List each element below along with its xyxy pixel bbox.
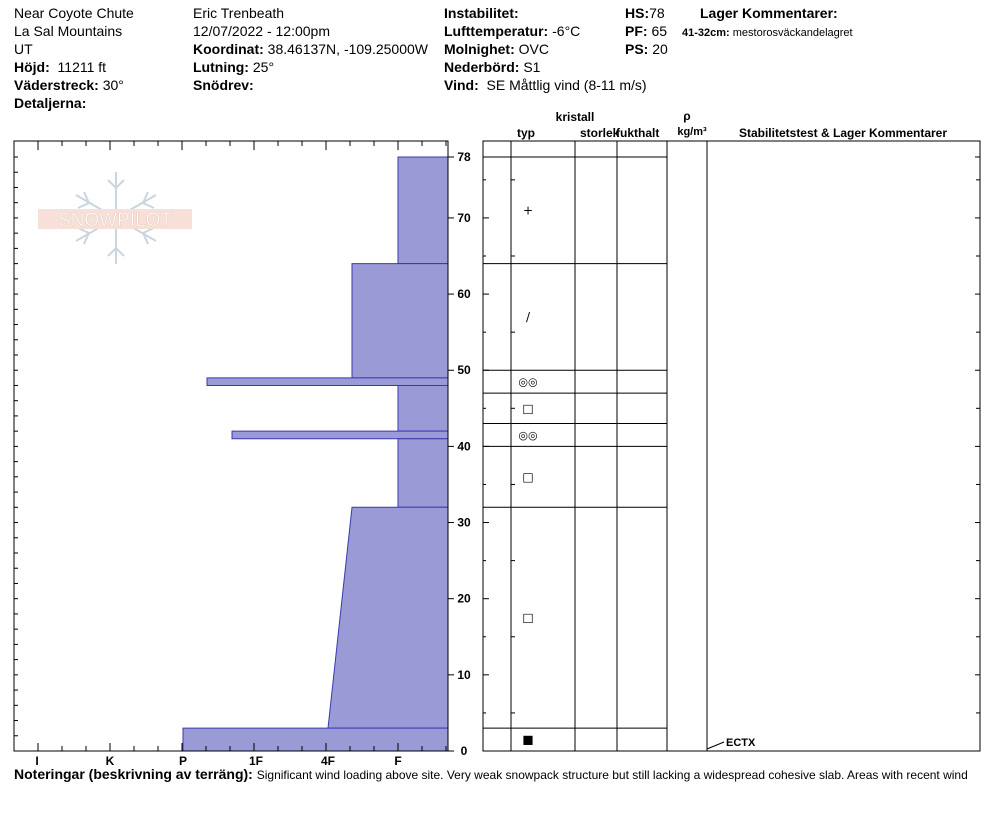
precipitation: Nederbörd: S1: [444, 59, 541, 75]
depth-tick-label: 50: [457, 363, 471, 378]
rho-header: ρ: [683, 109, 691, 123]
grain-symbol: ◎◎: [518, 428, 538, 442]
type-header: typ: [517, 126, 535, 140]
instability-label: Instabilitet:: [444, 5, 519, 21]
ski-penetration: PS: 20: [625, 41, 668, 57]
hardness-tick-label: K: [105, 754, 115, 765]
state: UT: [14, 41, 33, 57]
snowpilot-logo: [38, 172, 192, 264]
hardness-bar: [398, 439, 448, 508]
layer-comments-label: Lager Kommentarer:: [700, 5, 838, 21]
hardness-bar: [328, 507, 448, 728]
details-label: Detaljerna:: [14, 95, 87, 111]
hardness-tick-label: F: [394, 754, 402, 765]
grain-symbol: □: [522, 401, 534, 416]
hardness-tick-label: 4F: [320, 754, 336, 765]
snow-height: HS:78: [625, 5, 665, 21]
grain-symbol: □: [522, 610, 534, 625]
hardness-bar: [183, 728, 448, 751]
aspect: Väderstreck: 30°: [14, 77, 124, 93]
depth-tick-label: 78: [457, 150, 471, 164]
depth-tick-label: 20: [457, 591, 471, 606]
grain-symbol: +: [522, 203, 534, 218]
svg-text:SNOWPILOT: SNOWPILOT: [57, 210, 173, 231]
hardness-tick-label: 1F: [248, 754, 264, 765]
mountain-range: La Sal Mountains: [14, 23, 123, 39]
grain-symbol: ◎◎: [518, 375, 538, 389]
depth-tick-label: 10: [457, 667, 471, 682]
density-unit: kg/m³: [677, 126, 707, 138]
notes: Noteringar (beskrivning av terräng): Significant wind loading above site. Very weak snowpack structure but still lacking a widespread cohesive slab. Areas with recent wind: [14, 766, 968, 782]
hardness-tick-label: P: [178, 754, 188, 765]
sky-cover: Molnighet: OVC: [444, 41, 549, 57]
depth-tick-label: 60: [457, 287, 471, 302]
slope-angle: Lutning: 25°: [193, 59, 275, 75]
moisture-header: fukthalt: [616, 126, 660, 140]
depth-tick-label: 40: [457, 439, 471, 454]
air-temperature: Lufttemperatur: -6°C: [444, 23, 581, 39]
hardness-bar: [207, 378, 448, 386]
hardness-tick-label: I: [35, 754, 39, 765]
hardness-bar: [398, 385, 448, 431]
drifting-label: Snödrev:: [193, 77, 254, 93]
hardness-bar: [232, 431, 448, 439]
elevation: Höjd: 11211 ft: [14, 59, 107, 75]
stability-test-label: ECTX: [726, 737, 756, 749]
datetime: 12/07/2022 - 12:00pm: [193, 23, 330, 39]
coordinates: Koordinat: 38.46137N, -109.25000W: [193, 41, 428, 57]
test-pointer: [707, 742, 724, 749]
depth-tick-label: 70: [457, 210, 471, 225]
grain-symbol: /: [525, 309, 531, 324]
location: Near Coyote Chute: [14, 5, 134, 21]
wind: Vind: SE Måttlig vind (8-11 m/s): [444, 77, 647, 93]
observer: Eric Trenbeath: [193, 5, 285, 21]
foot-penetration: PF: 65: [625, 23, 668, 39]
depth-tick-label: 0: [460, 744, 468, 758]
layer-comment: 41-32cm: mestorosväckandelagret: [682, 27, 853, 39]
size-header: storlek: [580, 126, 620, 140]
grain-symbol: ■: [522, 732, 534, 747]
stability-header: Stabilitetstest & Lager Kommentarer: [738, 126, 948, 140]
hardness-bar: [398, 157, 448, 264]
crystal-header: kristall: [555, 110, 595, 124]
grain-symbol: □: [522, 469, 534, 484]
hardness-bar: [352, 264, 448, 378]
depth-tick-label: 30: [457, 515, 471, 530]
